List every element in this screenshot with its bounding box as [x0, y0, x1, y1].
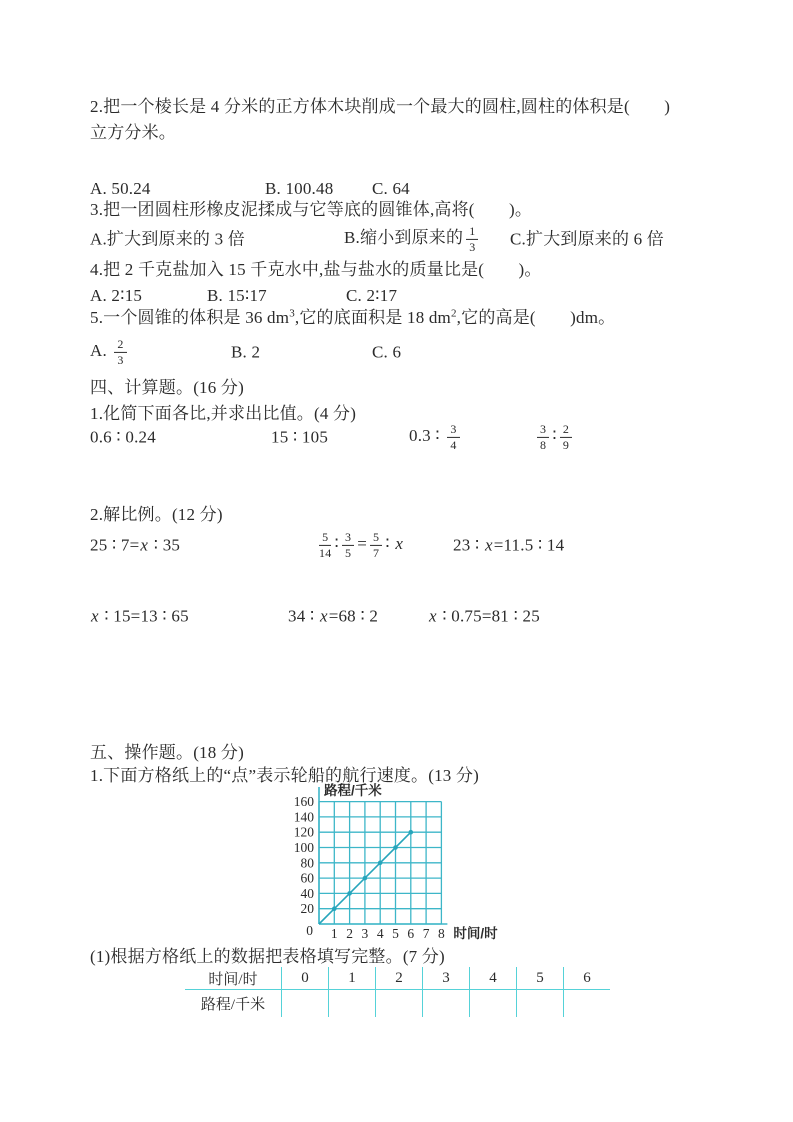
fill-table [185, 967, 610, 1017]
ratio-expression-4: $\frac{3}{8}$ ∶ $\frac{2}{9}$ [534, 423, 575, 451]
data-point [363, 876, 368, 881]
svg-text:0: 0 [306, 923, 313, 938]
proportion-equation-4: x ∶ 15=13 ∶ 65 [91, 606, 189, 626]
svg-text:60: 60 [300, 870, 314, 886]
section-calc-item1: 1.化简下面各比,并求出比值。(4 分) [90, 404, 357, 423]
fill-table-row [185, 990, 610, 1017]
data-point [409, 830, 414, 835]
svg-text:140: 140 [293, 809, 314, 825]
question-3-option-a: A.扩大到原来的 3 倍 [90, 229, 245, 249]
ratio-expression-3: 0.3 ∶ $\frac{3}{4}$ [409, 423, 463, 451]
svg-text:2: 2 [346, 926, 353, 941]
fill-table-row [185, 967, 610, 990]
fill-table-cell[interactable] [563, 990, 610, 1017]
question-5-option-c: C. 6 [372, 342, 402, 362]
fill-table-cell[interactable]: 0 [281, 967, 328, 989]
question-2-option-c: C. 64 [372, 179, 410, 198]
fraction: $\frac{3}{8}$ [537, 423, 549, 451]
speed-chart-svg [285, 779, 565, 947]
data-point [347, 891, 352, 896]
svg-text:1: 1 [330, 926, 338, 941]
question-5-option-a: A. $\frac{2}{3}$ [90, 338, 130, 366]
data-point [378, 861, 383, 866]
fill-table-cell[interactable]: 2 [375, 967, 422, 989]
proportion-equation-5: 34 ∶ x=68 ∶ 2 [288, 606, 379, 626]
fraction: $\frac{2}{9}$ [560, 423, 572, 451]
fraction: $\frac{3}{5}$ [342, 531, 354, 559]
svg-text:20: 20 [300, 901, 314, 917]
fill-table-cell[interactable] [281, 990, 328, 1017]
fill-table-cell[interactable]: 6 [563, 967, 610, 989]
section-op-sub1: (1)根据方格纸上的数据把表格填写完整。(7 分) [90, 947, 445, 966]
svg-text:100: 100 [293, 840, 314, 855]
svg-text:40: 40 [300, 885, 314, 901]
question-4-option-a: A. 2∶15 [90, 286, 143, 305]
fill-table-cell[interactable]: 5 [516, 967, 563, 989]
question-2-text-line2: 立方分米。 [90, 123, 176, 142]
fraction: $\frac{2}{3}$ [114, 338, 126, 366]
section-calc-item2: 2.解比例。(12 分) [90, 505, 223, 524]
svg-text:时间/时: 时间/时 [453, 926, 498, 941]
question-2-option-a: A. 50.24 [90, 179, 151, 198]
question-3-text: 3.把一团圆柱形橡皮泥揉成与它等底的圆锥体,高将( )。 [90, 200, 533, 219]
fill-table-cell[interactable]: 1 [328, 967, 375, 989]
svg-text:路程/千米: 路程/千米 [324, 783, 382, 798]
question-3-option-b: B.缩小到原来的 $\frac{1}{3}$ [344, 225, 481, 253]
section-calc-title: 四、计算题。(16 分) [90, 378, 244, 397]
svg-text:120: 120 [293, 824, 314, 840]
question-3-option-c: C.扩大到原来的 6 倍 [510, 229, 664, 249]
question-2-option-b: B. 100.48 [265, 179, 334, 198]
svg-text:7: 7 [422, 926, 430, 941]
svg-text:5: 5 [392, 926, 399, 941]
fill-table-cell[interactable] [516, 990, 563, 1017]
fraction: $\frac{5}{14}$ [319, 529, 332, 560]
fill-table-cell[interactable] [469, 990, 516, 1017]
section-op-item1: 1.下面方格纸上的“点”表示轮船的航行速度。(13 分) [90, 766, 480, 785]
ratio-expression-2: 15 ∶ 105 [271, 427, 329, 447]
proportion-equation-1: 25 ∶ 7=x ∶ 35 [90, 535, 181, 555]
ratio-expression-1: 0.6 ∶ 0.24 [90, 427, 156, 447]
svg-text:8: 8 [438, 926, 445, 941]
svg-text:3: 3 [361, 926, 369, 941]
fill-table-cell[interactable] [422, 990, 469, 1017]
fill-table-row-header: 时间/时 [208, 971, 258, 988]
proportion-equation-2: $\frac{5}{14}$ ∶ $\frac{3}{5}$ = $\frac{5}{7}$ ∶ x [319, 529, 404, 560]
proportion-equation-6: x ∶ 0.75=81 ∶ 25 [429, 606, 540, 626]
fill-table-row-header: 路程/千米 [200, 997, 266, 1013]
question-4-option-c: C. 2∶17 [346, 286, 398, 305]
question-2-text-line1: 2.把一个棱长是 4 分米的正方体木块削成一个最大的圆柱,圆柱的体积是( ) [90, 97, 671, 116]
question-5-option-b: B. 2 [231, 342, 261, 362]
svg-text:4: 4 [376, 926, 384, 941]
fraction: $\frac{3}{4}$ [447, 423, 459, 451]
svg-text:160: 160 [293, 794, 314, 810]
proportion-equation-3: 23 ∶ x=11.5 ∶ 14 [453, 535, 565, 555]
data-point [393, 845, 398, 850]
section-op-title: 五、操作题。(18 分) [90, 743, 244, 762]
question-4-option-b: B. 15∶17 [207, 286, 267, 305]
fraction: $\frac{1}{3}$ [466, 225, 478, 253]
svg-text:6: 6 [407, 926, 415, 941]
svg-text:80: 80 [300, 855, 314, 871]
data-point [332, 906, 337, 911]
fill-table-cell[interactable]: 3 [422, 967, 469, 989]
fill-table-cell[interactable]: 4 [469, 967, 516, 989]
fill-table-cell[interactable] [328, 990, 375, 1017]
fill-table-cell[interactable] [375, 990, 422, 1017]
question-4-text: 4.把 2 千克盐加入 15 千克水中,盐与盐水的质量比是( )。 [90, 260, 542, 279]
question-5-text: 5.一个圆锥的体积是 36 $dm^3$,它的底面积是 18 $dm^2$,它的高是( )dm。 [90, 307, 616, 327]
fraction: $\frac{5}{7}$ [370, 531, 382, 559]
